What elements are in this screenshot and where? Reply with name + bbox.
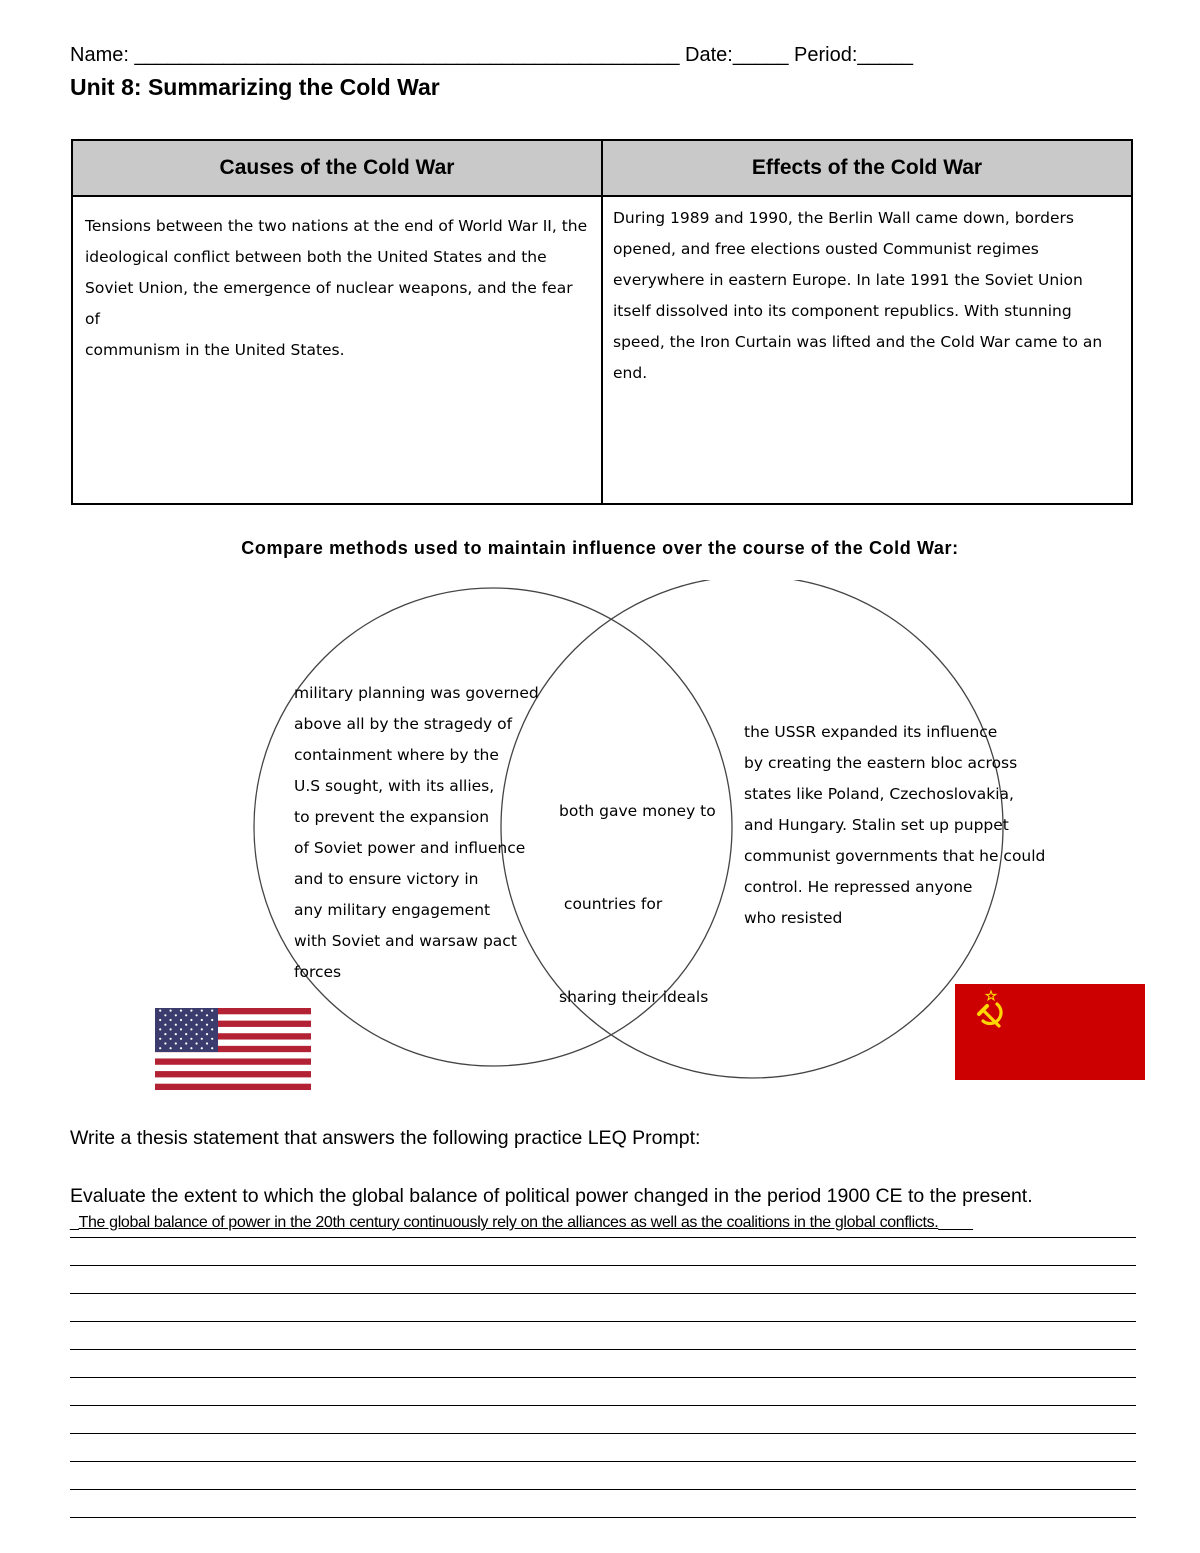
us-flag-star [170, 1019, 172, 1021]
us-flag-star [201, 1028, 203, 1030]
venn-right-text [744, 717, 1045, 934]
us-flag-star [201, 1047, 203, 1049]
us-flag-star [180, 1038, 182, 1040]
venn-left-line: and to ensure victory in [294, 870, 479, 888]
causes-cell[interactable] [72, 196, 602, 504]
effects-cell[interactable] [602, 196, 1132, 504]
us-flag-star [159, 1028, 161, 1030]
us-flag-star [190, 1047, 192, 1049]
venn-right-line: states like Poland, Czechoslovakia, [744, 785, 1014, 803]
header-line [70, 44, 913, 67]
causes-line: Tensions between the two nations at the end of World War II, the [85, 217, 588, 235]
answer-text: The global balance of power in the 20th century continuously rely on the alliances as well as the coalitions in the global conflicts. [78, 1214, 939, 1231]
writing-line[interactable] [70, 1321, 1136, 1322]
us-flag-star [175, 1024, 177, 1026]
effects-line: itself dissolved into its component republics. With stunning [613, 302, 1072, 320]
venn-right-line: communist governments that he could [744, 847, 1046, 865]
writing-line[interactable] [70, 1293, 1136, 1294]
us-flag-star [201, 1038, 203, 1040]
us-flag-star [185, 1042, 187, 1044]
writing-line[interactable] [70, 1433, 1136, 1434]
us-flag-star [211, 1019, 213, 1021]
date-label: Date: [679, 44, 733, 66]
writing-line[interactable] [70, 1405, 1136, 1406]
us-flag-star [185, 1024, 187, 1026]
us-flag-star [206, 1033, 208, 1035]
us-flag-star [206, 1014, 208, 1016]
effects-text [603, 197, 1131, 389]
us-flag-star [159, 1010, 161, 1012]
venn-right-line: control. He repressed anyone [744, 878, 973, 896]
venn-right-line: by creating the eastern bloc across [744, 754, 1018, 772]
venn-left-line: U.S sought, with its allies, [294, 777, 495, 795]
causes-line: Soviet Union, the emergence of nuclear weapons, and the fear of [85, 279, 573, 328]
us-flag-star [190, 1038, 192, 1040]
venn-middle-line: countries for [559, 895, 663, 913]
compare-heading: Compare methods used to maintain influence over the course of the Cold War: [241, 538, 959, 558]
us-flag-star [206, 1024, 208, 1026]
us-flag-star [180, 1047, 182, 1049]
writing-line[interactable] [70, 1349, 1136, 1350]
us-flag-stripe [155, 1058, 311, 1064]
us-flag-star [170, 1047, 172, 1049]
venn-left-line: of Soviet power and influence [294, 839, 526, 857]
causes-effects-table [71, 139, 1133, 505]
us-flag-star [175, 1042, 177, 1044]
venn-middle-text [559, 734, 716, 1044]
effects-line: everywhere in eastern Europe. In late 1991 the Soviet Union [613, 271, 1083, 289]
venn-left-line: above all by the stragedy of [294, 715, 513, 733]
venn-left-line: military planning was governed [294, 684, 539, 702]
us-flag-star [175, 1033, 177, 1035]
us-flag-stripe [155, 1071, 311, 1077]
venn-left-text [294, 678, 539, 988]
thesis-answer[interactable] [70, 1214, 973, 1232]
effects-line: speed, the Iron Curtain was lifted and the Cold War came to an [613, 333, 1103, 351]
effects-header: Effects of the Cold War [602, 140, 1132, 196]
us-flag-star [201, 1010, 203, 1012]
us-flag-star [180, 1019, 182, 1021]
us-flag-star [164, 1014, 166, 1016]
venn-right-line: and Hungary. Stalin set up puppet [744, 816, 1009, 834]
prompt-question: Evaluate the extent to which the global balance of political power changed in the period 1900 CE to the present. [70, 1185, 1033, 1207]
venn-middle-line: both gave money to [559, 802, 716, 820]
venn-right-line: the USSR expanded its influence [744, 723, 998, 741]
us-flag-star [206, 1042, 208, 1044]
us-flag-star [185, 1033, 187, 1035]
hammer-sickle-icon [971, 990, 1011, 1030]
effects-line: opened, and free elections ousted Communist regimes [613, 240, 1039, 258]
causes-line: ideological conflict between both the United States and the [85, 248, 547, 266]
writing-line[interactable] [70, 1377, 1136, 1378]
writing-line[interactable] [70, 1265, 1136, 1266]
us-flag-star [211, 1028, 213, 1030]
us-flag-star [180, 1010, 182, 1012]
writing-line[interactable] [70, 1489, 1136, 1490]
us-flag-star [211, 1038, 213, 1040]
writing-line[interactable] [70, 1517, 1136, 1518]
causes-line: communism in the United States. [85, 341, 345, 359]
us-flag-star [196, 1042, 198, 1044]
us-flag-icon [155, 1008, 311, 1090]
us-flag-star [180, 1028, 182, 1030]
venn-right-line: who resisted [744, 909, 843, 927]
us-flag-star [164, 1042, 166, 1044]
us-flag-star [201, 1019, 203, 1021]
us-flag-star [164, 1024, 166, 1026]
us-flag-star [170, 1038, 172, 1040]
venn-left-line: any military engagement [294, 901, 491, 919]
answer-lead: _ [70, 1214, 79, 1231]
writing-line[interactable] [70, 1237, 1136, 1238]
writing-line[interactable] [70, 1461, 1136, 1462]
us-flag-star [175, 1014, 177, 1016]
venn-middle-line: sharing their ideals [559, 988, 709, 1006]
us-flag-star [211, 1010, 213, 1012]
causes-header: Causes of the Cold War [72, 140, 602, 196]
period-blank[interactable]: _____ [857, 44, 914, 66]
name-label: Name: [70, 44, 135, 66]
period-label: Period: [788, 44, 858, 66]
us-flag-star [164, 1033, 166, 1035]
us-flag-star [196, 1024, 198, 1026]
name-blank[interactable]: _________________________________________________ [134, 44, 680, 66]
answer-tail: ____ [938, 1214, 973, 1231]
us-flag-star [170, 1010, 172, 1012]
us-flag-star [196, 1033, 198, 1035]
effects-line: end. [613, 364, 648, 382]
us-flag-star [185, 1014, 187, 1016]
us-flag-star [159, 1019, 161, 1021]
venn-left-line: forces [294, 963, 342, 981]
page-title: Unit 8: Summarizing the Cold War [70, 74, 440, 100]
prompt-instruction: Write a thesis statement that answers the following practice LEQ Prompt: [70, 1127, 701, 1149]
us-flag-star [159, 1038, 161, 1040]
venn-left-line: with Soviet and warsaw pact [294, 932, 517, 950]
us-flag-star [196, 1014, 198, 1016]
date-blank[interactable]: _____ [732, 44, 789, 66]
venn-left-line: containment where by the [294, 746, 499, 764]
us-flag-star [159, 1047, 161, 1049]
causes-text [73, 197, 601, 366]
us-flag-star [211, 1047, 213, 1049]
us-flag-star [190, 1019, 192, 1021]
effects-line: During 1989 and 1990, the Berlin Wall came down, borders [613, 209, 1074, 227]
us-flag-star [170, 1028, 172, 1030]
us-flag-star [190, 1028, 192, 1030]
venn-left-line: to prevent the expansion [294, 808, 490, 826]
ussr-flag-icon [955, 984, 1145, 1080]
us-flag-stripe [155, 1084, 311, 1090]
us-flag-star [190, 1010, 192, 1012]
